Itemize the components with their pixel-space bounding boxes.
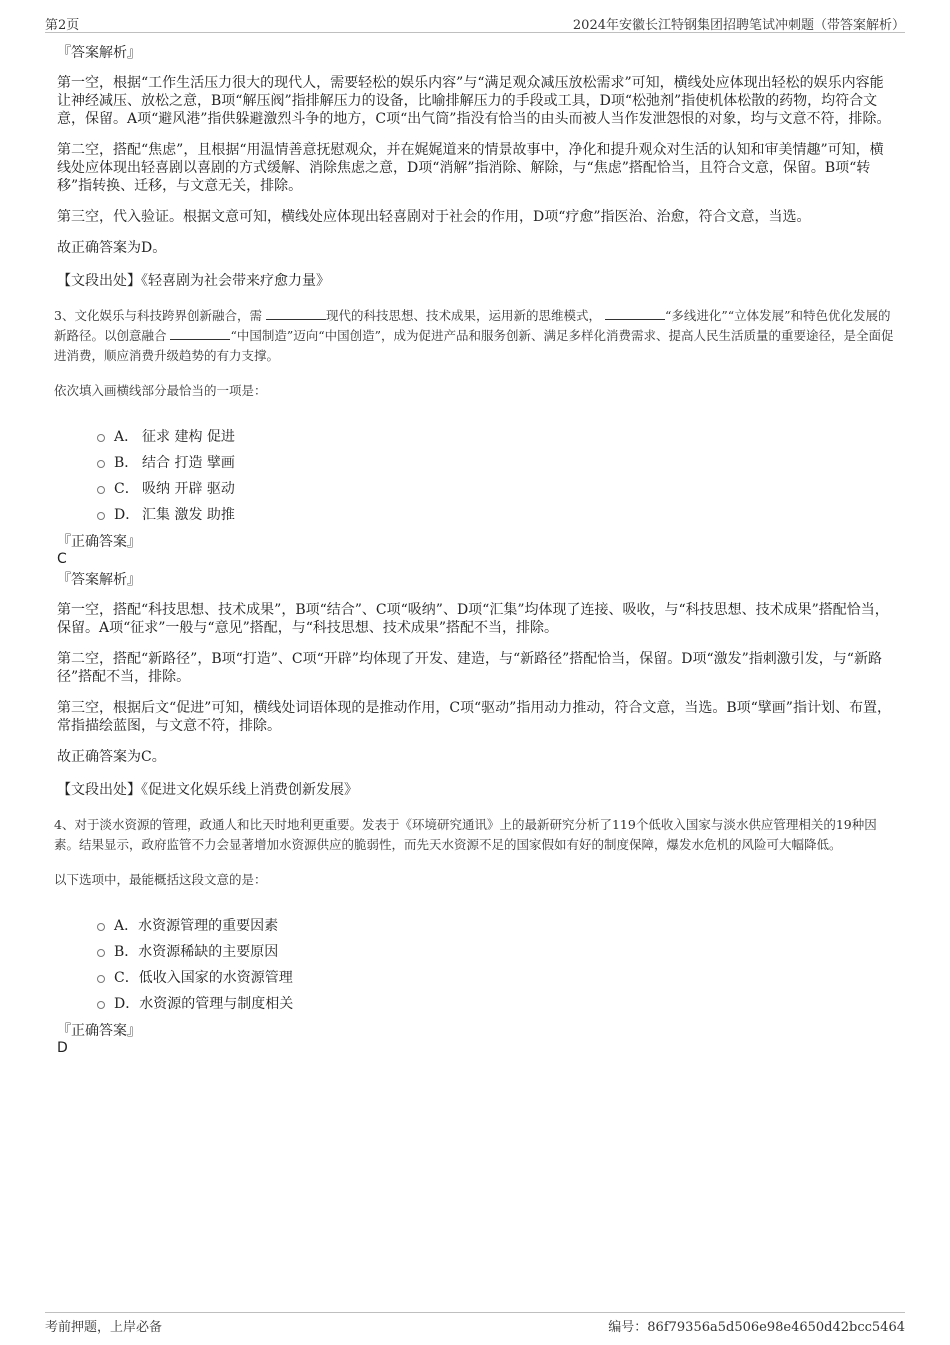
q3-option-d[interactable]: D． 汇集 激发 助推 bbox=[97, 501, 897, 527]
blank-3 bbox=[170, 327, 230, 340]
radio-icon[interactable] bbox=[97, 460, 105, 468]
radio-icon[interactable] bbox=[97, 923, 105, 931]
radio-icon[interactable] bbox=[97, 512, 105, 520]
q3-stem: 3、文化娱乐与科技跨界创新融合，需 现代的科技思想、技术成果，运用新的思维模式， “多线进化”“立体发展”和特色优化发展的新路径。以创意融合 “中国制造”迈向“中国创造”，成为促进产品和服务创新、满足多样化消费需求、提高人民生活质量的重要途径，是全面促进消费，顺应消费升级趋势的有力支撑。 bbox=[54, 308, 894, 363]
page-header bbox=[45, 12, 905, 33]
page-footer bbox=[45, 1312, 905, 1333]
document-title: 2024年安徽长江特钢集团招聘笔试冲刺题（带答案解析） bbox=[572, 18, 905, 33]
q2-analysis-para3: 第三空，代入验证。根据文意可知，横线处应体现出轻喜剧对于社会的作用，D项“疗愈”指医治、治愈，符合文意，当选。 bbox=[57, 209, 811, 225]
q4-option-b[interactable]: B． 水资源稀缺的主要原因 bbox=[97, 938, 897, 964]
footer-slogan: 考前押题，上岸必备 bbox=[45, 1320, 163, 1335]
q3-source: 【文段出处】《促进文化娱乐线上消费创新发展》 bbox=[57, 782, 358, 798]
radio-icon[interactable] bbox=[97, 1001, 105, 1009]
q4-stem: 4、对于淡水资源的管理，政通人和比天时地利更重要。发表于《环境研究通讯》上的最新研究分析了119个低收入国家与淡水供应管理相关的19种因素。结果显示，政府监管不力会显著增加水资源供应的脆弱性，而先天水资源不足的国家假如有好的制度保障，爆发水危机的风险可大幅降低。 bbox=[54, 817, 877, 852]
q3-analysis-para2: 第二空，搭配“新路径”，B项“打造”、C项“开辟”均体现了开发、建造，与“新路径”搭配恰当，保留。D项“激发”指刺激引发，与“新路径”搭配不当，排除。 bbox=[57, 651, 882, 685]
q4-option-d[interactable]: D． 水资源的管理与制度相关 bbox=[97, 990, 897, 1016]
q2-analysis-para1: 第一空，根据“工作生活压力很大的现代人，需要轻松的娱乐内容”与“满足观众减压放松需求”可知，横线处应体现出轻松的娱乐内容能让神经减压、放松之意，B项“解压阀”指排解压力的设备，比喻排解压力的手段或工具，D项“松弛剂”指使机体松散的药物，均符合文意，保留。A项“避风港”指供躲避激烈斗争的地方，C项“出气筒”指没有恰当的由头而被人当作发泄怨恨的对象，均与文意不符，排除。 bbox=[57, 75, 891, 127]
q3-analysis-para3: 第三空，根据后文“促进”可知，横线处词语体现的是推动作用，C项“驱动”指用动力推动，符合文意，当选。B项“擘画”指计划、布置，常指描绘蓝图，与文意不符，排除。 bbox=[57, 700, 891, 734]
q2-source: 【文段出处】《轻喜剧为社会带来疗愈力量》 bbox=[57, 273, 330, 289]
page-number: 第2页 bbox=[45, 18, 80, 33]
q3-answer: C bbox=[57, 551, 67, 567]
q4-answer: D bbox=[57, 1040, 68, 1056]
q3-option-c[interactable]: C． 吸纳 开辟 驱动 bbox=[97, 475, 897, 501]
q3-instruction: 依次填入画横线部分最恰当的一项是： bbox=[54, 383, 267, 398]
q3-conclusion: 故正确答案为C。 bbox=[57, 749, 166, 765]
q2-analysis-para2: 第二空，搭配“焦虑”，且根据“用温情善意抚慰观众，并在娓娓道来的情景故事中，净化和提升观众对生活的认知和审美情趣”可知，横线处应体现出轻喜剧以喜剧的方式缓解、消除焦虑之意，D项“消解”指消除、解除，与“焦虑”搭配恰当，且符合文意，保留。B项“转移”指转换、迁移，与文意无关，排除。 bbox=[57, 142, 884, 194]
blank-2 bbox=[605, 307, 665, 320]
radio-icon[interactable] bbox=[97, 486, 105, 494]
radio-icon[interactable] bbox=[97, 949, 105, 957]
document-serial: 编号：86f79356a5d506e98e4650d42bcc5464 bbox=[608, 1320, 905, 1335]
q4-option-a[interactable]: A． 水资源管理的重要因素 bbox=[97, 912, 897, 938]
q3-option-b[interactable]: B． 结合 打造 擘画 bbox=[97, 449, 897, 475]
blank-1 bbox=[266, 307, 326, 320]
document-body bbox=[54, 44, 897, 1060]
q3-analysis-label: 『答案解析』 bbox=[57, 572, 141, 588]
q2-conclusion: 故正确答案为D。 bbox=[57, 240, 167, 256]
q3-analysis-para1: 第一空，搭配“科技思想、技术成果”，B项“结合”、C项“吸纳”、D项“汇集”均体现了连接、吸收，与“科技思想、技术成果”搭配恰当，保留。A项“征求”一般与“意见”搭配，与“科技思想、技术成果”搭配不当，排除。 bbox=[57, 602, 889, 636]
q2-analysis-label: 『答案解析』 bbox=[57, 45, 141, 61]
radio-icon[interactable] bbox=[97, 434, 105, 442]
q4-instruction: 以下选项中，最能概括这段文意的是： bbox=[54, 872, 267, 887]
q4-option-c[interactable]: C． 低收入国家的水资源管理 bbox=[97, 964, 897, 990]
q3-answer-label: 『正确答案』 bbox=[57, 534, 141, 550]
radio-icon[interactable] bbox=[97, 975, 105, 983]
q4-answer-label: 『正确答案』 bbox=[57, 1023, 141, 1039]
q3-option-a[interactable]: A． 征求 建构 促进 bbox=[97, 423, 897, 449]
